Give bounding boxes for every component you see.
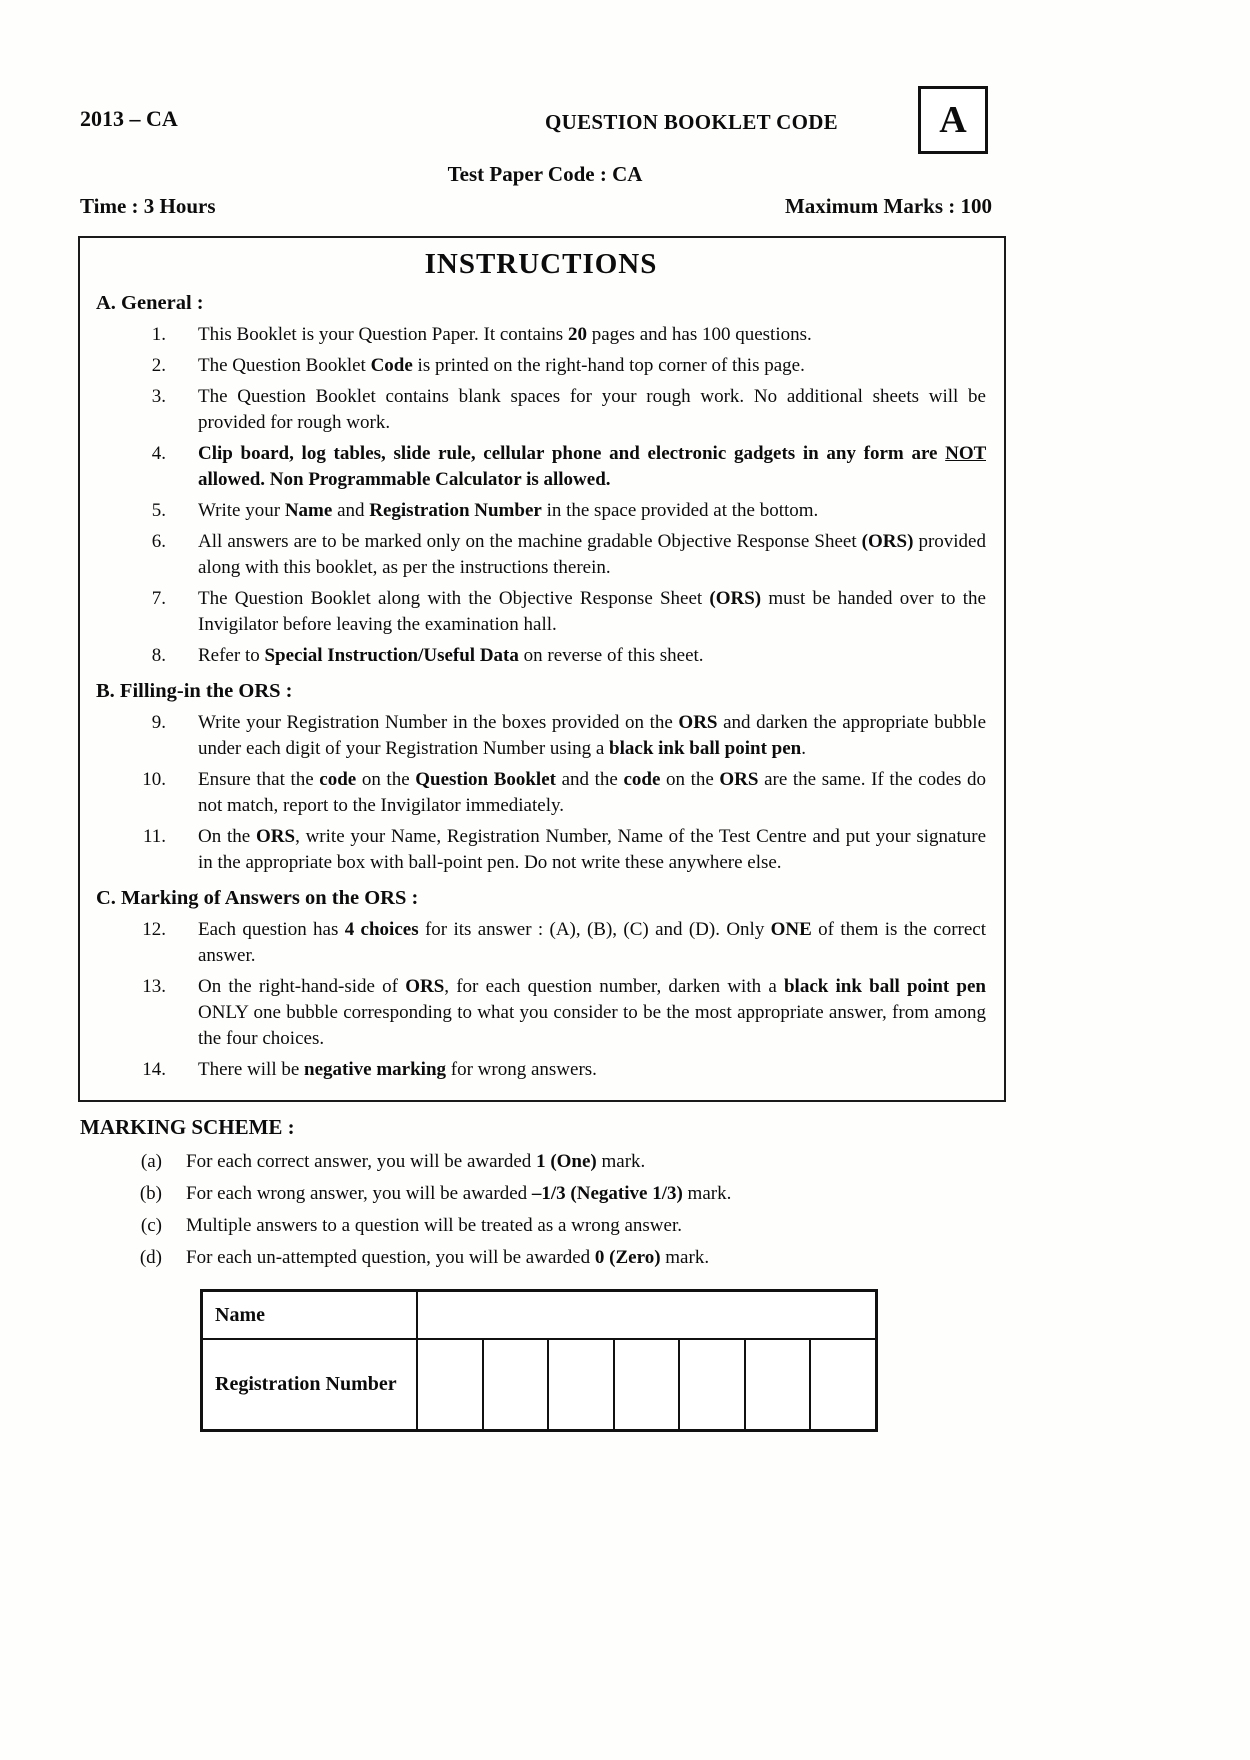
text-segment: The Question Booklet — [198, 355, 371, 376]
test-paper-code: Test Paper Code : CA — [447, 162, 643, 186]
instruction-item — [94, 353, 988, 379]
text-segment: must be handed over to the Invigilator before leaving the examination hall. — [198, 588, 986, 635]
marking-scheme-item — [78, 1213, 1006, 1239]
instruction-item — [94, 441, 988, 493]
text-segment: . — [801, 738, 806, 759]
text-segment: pages and has 100 questions. — [586, 324, 812, 345]
text-segment: provided along with this booklet, as per the instructions therein. — [198, 531, 986, 578]
registration-digit-cell — [614, 1339, 680, 1431]
paper-year-code: 2013 – CA — [80, 106, 178, 131]
text-segment: ORS — [255, 826, 296, 847]
text-segment: 0 (Zero) — [594, 1247, 661, 1268]
item-text — [198, 586, 988, 638]
instruction-sections — [94, 292, 988, 1083]
item-text — [198, 1057, 988, 1083]
instruction-item — [94, 1057, 988, 1083]
item-number: (d) — [139, 1247, 162, 1268]
instruction-item — [94, 498, 988, 524]
marking-scheme-item — [78, 1181, 1006, 1207]
item-number: 4. — [151, 443, 166, 464]
text-segment: ONE — [770, 919, 812, 940]
item-number: 1. — [151, 324, 166, 345]
item-text — [186, 1213, 1006, 1239]
text-segment: Write your Registration Number in the boxes provided on the — [198, 712, 679, 733]
text-segment: mark. — [682, 1183, 732, 1204]
item-text — [198, 974, 988, 1052]
text-segment: All answers are to be marked only on the machine gradable Objective Response Sheet — [198, 531, 862, 552]
instructions-title: INSTRUCTIONS — [424, 248, 658, 280]
text-segment: on the — [660, 769, 720, 790]
text-segment: code — [319, 769, 357, 790]
registration-label: Registration Number — [202, 1339, 418, 1431]
item-text — [198, 917, 988, 969]
registration-digit-cell — [417, 1339, 483, 1431]
item-number: 13. — [142, 976, 166, 997]
text-segment: ORS — [405, 976, 445, 997]
instruction-item — [94, 917, 988, 969]
text-segment: There will be — [198, 1059, 305, 1080]
text-segment: For each correct answer, you will be awarded — [186, 1151, 537, 1172]
item-text — [198, 498, 988, 524]
text-segment: Special Instruction/Useful Data — [264, 645, 519, 666]
section-heading: A. General : — [96, 292, 204, 314]
section-heading: C. Marking of Answers on the ORS : — [96, 887, 419, 909]
text-segment: ORS — [678, 712, 718, 733]
text-segment: 4 choices — [344, 919, 419, 940]
text-segment: For each un-attempted question, you will be awarded — [186, 1247, 595, 1268]
name-label: Name — [202, 1291, 418, 1339]
text-segment: negative marking — [304, 1059, 447, 1080]
text-segment: and darken the appropriate bubble under each digit of your Registration Number using a — [198, 712, 987, 759]
text-segment: Write your — [198, 500, 285, 521]
text-segment: This Booklet is your Question Paper. It contains — [198, 324, 568, 345]
instruction-item — [94, 529, 988, 581]
text-segment: 20 — [567, 324, 587, 345]
text-segment: Ensure that the — [198, 769, 320, 790]
text-segment: Code — [370, 355, 413, 376]
item-text — [198, 322, 988, 348]
candidate-form-table — [200, 1289, 878, 1432]
item-number: 7. — [151, 588, 166, 609]
item-text — [186, 1149, 1006, 1175]
booklet-code-label: QUESTION BOOKLET CODE — [545, 110, 838, 134]
text-segment: For each wrong answer, you will be awarded — [186, 1183, 532, 1204]
maximum-marks: Maximum Marks : 100 — [784, 194, 992, 218]
section-heading: B. Filling-in the ORS : — [96, 680, 293, 702]
text-segment: on reverse of this sheet. — [518, 645, 704, 666]
item-text — [198, 643, 988, 669]
text-segment: mark. — [660, 1247, 710, 1268]
text-segment: Refer to — [198, 645, 265, 666]
text-segment: (ORS) — [709, 588, 762, 609]
booklet-code-letter: A — [939, 99, 967, 141]
text-segment: of them is the correct answer. — [198, 919, 986, 966]
item-number: 12. — [142, 919, 166, 940]
text-segment: black ink ball point pen — [783, 976, 986, 997]
text-segment: NOT — [945, 443, 986, 464]
header-meta-row — [80, 194, 992, 219]
item-number: (a) — [140, 1151, 162, 1172]
item-number: 2. — [151, 355, 166, 376]
name-input-cell — [417, 1291, 876, 1339]
text-segment: –1/3 (Negative 1/3) — [531, 1183, 683, 1204]
instruction-item — [94, 767, 988, 819]
item-text — [198, 441, 988, 493]
text-segment: on the — [356, 769, 416, 790]
item-text — [186, 1245, 1006, 1271]
text-segment: and — [332, 500, 370, 521]
text-segment: ORS — [719, 769, 759, 790]
text-segment: in the space provided at the bottom. — [541, 500, 819, 521]
text-segment: and the — [555, 769, 624, 790]
marking-scheme-item — [78, 1245, 1006, 1271]
text-segment: is printed on the right-hand top corner of this page. — [412, 355, 805, 376]
text-segment: The Question Booklet contains blank spaces for your rough work. No additional sheets will be provided for rough work. — [198, 386, 986, 433]
item-text — [198, 353, 988, 379]
text-segment: for its answer : (A), (B), (C) and (D). Only — [418, 919, 771, 940]
registration-digit-cell — [483, 1339, 549, 1431]
text-segment: black ink ball point pen — [609, 738, 802, 759]
instruction-item — [94, 824, 988, 876]
instruction-item — [94, 586, 988, 638]
text-segment: for wrong answers. — [446, 1059, 597, 1080]
text-segment: , for each question number, darken with a — [444, 976, 784, 997]
text-segment: On the right-hand-side of — [198, 976, 406, 997]
time-allowed: Time : 3 Hours — [80, 194, 216, 218]
item-text — [198, 710, 988, 762]
text-segment: Registration Number — [369, 500, 542, 521]
text-segment: code — [623, 769, 661, 790]
item-number: 14. — [142, 1059, 166, 1080]
item-number: 9. — [151, 712, 166, 733]
text-segment: mark. — [596, 1151, 646, 1172]
item-number: 8. — [151, 645, 166, 666]
registration-row — [202, 1339, 877, 1431]
item-text — [198, 824, 988, 876]
item-text — [198, 384, 988, 436]
text-segment: Multiple answers to a question will be treated as a wrong answer. — [186, 1215, 682, 1236]
instructions-box — [78, 236, 1006, 1102]
registration-digit-cell — [548, 1339, 614, 1431]
marking-scheme-heading: MARKING SCHEME : — [80, 1115, 295, 1139]
item-number: 3. — [151, 386, 166, 407]
marking-scheme-items — [78, 1149, 1006, 1271]
text-segment: allowed. Non Programmable Calculator is allowed. — [198, 469, 611, 490]
text-segment: On the — [198, 826, 256, 847]
text-segment: Clip board, log tables, slide rule, cellular phone and electronic gadgets in any form are — [198, 443, 946, 464]
instruction-item — [94, 643, 988, 669]
instruction-item — [94, 384, 988, 436]
booklet-code-box — [918, 86, 988, 154]
name-row — [202, 1291, 877, 1339]
text-segment: 1 (One) — [536, 1151, 597, 1172]
item-number: 5. — [151, 500, 166, 521]
item-number: 6. — [151, 531, 166, 552]
registration-digit-cell — [810, 1339, 876, 1431]
registration-digit-cell — [679, 1339, 745, 1431]
text-segment: ONLY one bubble corresponding to what you consider to be the most appropriate answer, from among the four choices. — [198, 1002, 986, 1049]
registration-digit-cell — [745, 1339, 811, 1431]
item-number: 11. — [142, 826, 166, 847]
marking-scheme-item — [78, 1149, 1006, 1175]
item-text — [198, 529, 988, 581]
text-segment: (ORS) — [861, 531, 914, 552]
item-number: (c) — [140, 1215, 162, 1236]
text-segment: are the same. If the codes do not match, report to the Invigilator immediately. — [198, 769, 987, 816]
text-segment: Each question has — [198, 919, 345, 940]
item-number: (b) — [139, 1183, 162, 1204]
instruction-item — [94, 974, 988, 1052]
text-segment: Name — [284, 500, 333, 521]
text-segment: , write your Name, Registration Number, Name of the Test Centre and put your signature in the appropriate box with ball-point pen. Do not write these anywhere else. — [198, 826, 986, 873]
text-segment: Question Booklet — [415, 769, 556, 790]
item-text — [198, 767, 988, 819]
instruction-item — [94, 322, 988, 348]
instruction-item — [94, 710, 988, 762]
text-segment: The Question Booklet along with the Objective Response Sheet — [198, 588, 710, 609]
item-number: 10. — [142, 769, 166, 790]
item-text — [186, 1181, 1006, 1207]
page-content — [78, 236, 1006, 1432]
